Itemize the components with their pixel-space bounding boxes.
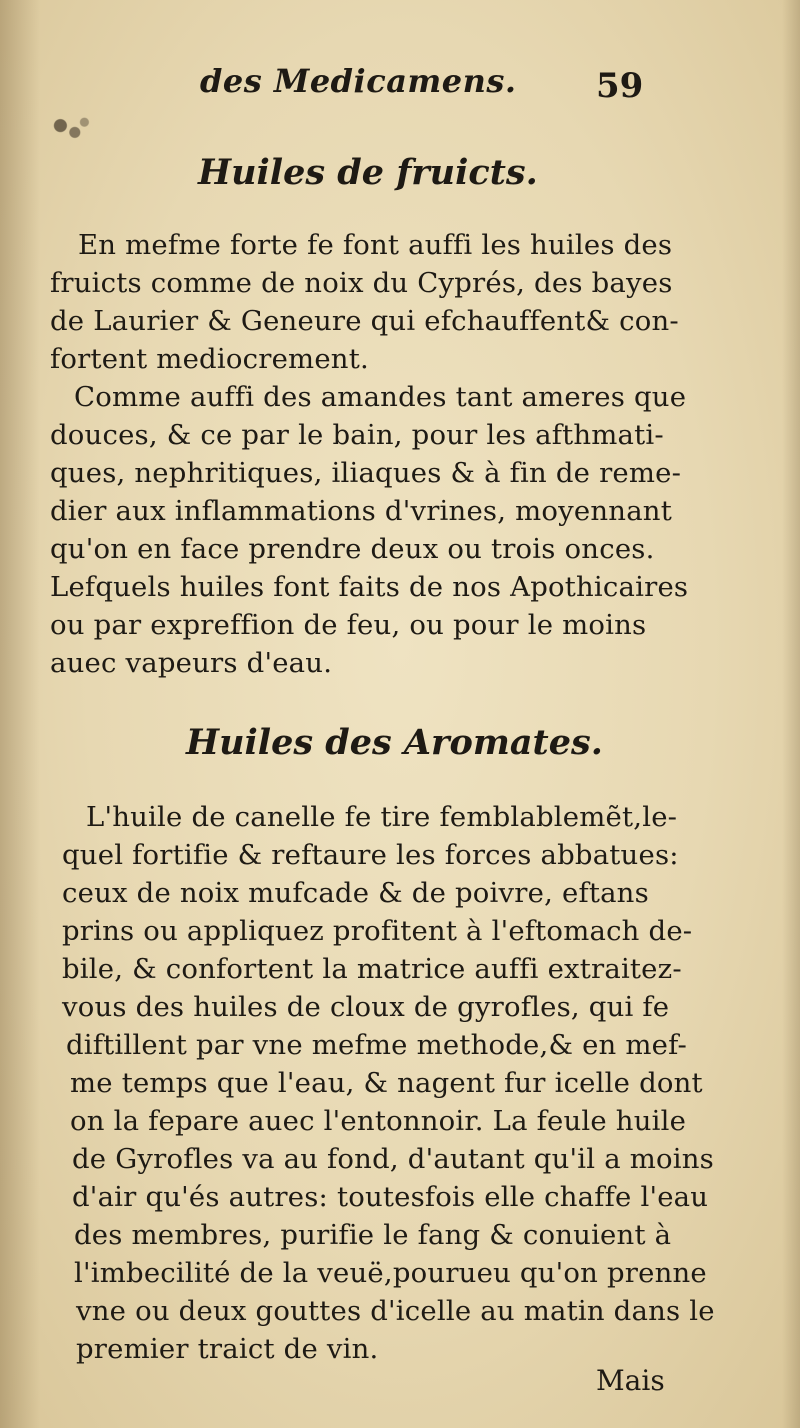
text-line: Comme auffi des amandes tant ameres que [74, 381, 687, 413]
page-number: 59 [596, 66, 644, 106]
text-line: qu'on en face prendre deux ou trois onces. [50, 533, 655, 565]
text-line: de Laurier & Geneure qui efchauffent& con- [50, 305, 679, 337]
text-line: d'air qu'és autres: toutesfois elle chaffe l'eau [72, 1181, 709, 1213]
spine-shadow [0, 0, 40, 1428]
text-line: auec vapeurs d'eau. [50, 647, 333, 679]
text-line: bile, & confortent la matrice auffi extraitez- [62, 953, 682, 985]
page-edge-shadow [782, 0, 800, 1428]
text-line: vous des huiles de cloux de gyrofles, qui fe [62, 991, 670, 1023]
text-line: prins ou appliquez profitent à l'eftomach de- [62, 915, 693, 947]
text-line: fruicts comme de noix du Cyprés, des bayes [50, 267, 673, 299]
text-line: ou par expreffion de feu, ou pour le moins [50, 609, 647, 641]
text-line: diftillent par vne mefme methode,& en mef- [66, 1029, 688, 1061]
text-line: de Gyrofles va au fond, d'autant qu'il a moins [72, 1143, 714, 1175]
text-line: ceux de noix mufcade & de poivre, eftans [62, 877, 649, 909]
text-line: L'huile de canelle fe tire femblablemẽt,le- [86, 801, 678, 833]
catchword: Mais [596, 1364, 665, 1397]
text-line: En mefme forte fe font auffi les huiles des [78, 229, 673, 261]
section-title-aromates: Huiles des Aromates. [186, 722, 603, 763]
text-line: fortent mediocrement. [50, 343, 369, 375]
text-line: douces, & ce par le bain, pour les afthmati- [50, 419, 664, 451]
text-line: des membres, purifie le fang & conuient à [74, 1219, 672, 1251]
text-line: Lefquels huiles font faits de nos Apothicaires [50, 571, 689, 603]
text-line: me temps que l'eau, & nagent fur icelle dont [70, 1067, 703, 1099]
text-line: ques, nephritiques, iliaques & à fin de reme- [50, 457, 682, 489]
text-line: on la fepare auec l'entonnoir. La feule huile [70, 1105, 687, 1137]
text-line: vne ou deux gouttes d'icelle au matin dans le [76, 1295, 715, 1327]
running-title: des Medicamens. [200, 62, 517, 100]
ink-smudge [46, 112, 94, 146]
text-line: premier traict de vin. [76, 1333, 379, 1365]
text-line: quel fortifie & reftaure les forces abbatues: [62, 839, 679, 871]
section-title-fruits: Huiles de fruicts. [198, 152, 538, 193]
text-line: dier aux inflammations d'vrines, moyennant [50, 495, 672, 527]
text-line: l'imbecilité de la veuë,pourueu qu'on prenne [74, 1257, 707, 1289]
